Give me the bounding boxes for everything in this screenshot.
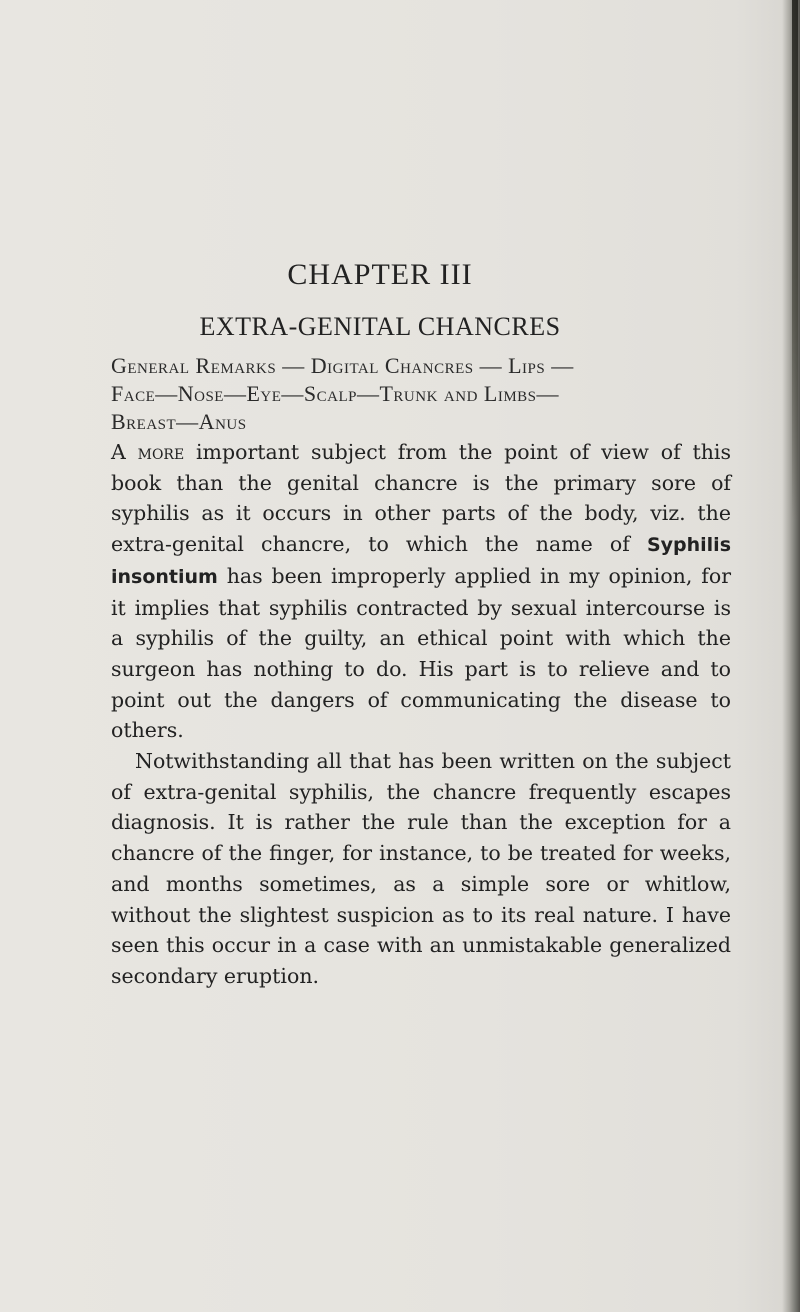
paragraph-1-text-a: important subject from the point of view of this book than the genital chancre is the primary sore of syphilis as it occurs in other parts of the body, viz. the extra-genital chancre, to which the name of	[111, 440, 731, 557]
paragraph-1	[111, 437, 731, 746]
chapter-title: CHAPTER III	[287, 258, 473, 291]
paragraph-2: Notwithstanding all that has been written on the subject of extra-genital syphilis, the chancre frequently escapes diagnosis. It is rather the rule than the exception for a chancre of the finger, for instance, to be treated for weeks, and months sometimes, as a simple sore or whitlow, without the slightest suspicion as to its real nature. I have seen this occur in a case with an unmistakable generalized secondary eruption.	[111, 749, 731, 988]
paragraph-1-text-b: has been improperly applied in my opinion, for it implies that syphilis contracted by sexual intercourse is a syphilis of the guilty, an ethical point with which the surgeon has nothing to do. His part is to relieve and to point out the dangers of communicating the disease to others.	[111, 563, 731, 743]
paragraph-1-emphasis: Syphilis insontium	[111, 534, 731, 588]
paragraph-1-lead-letter: A	[111, 440, 126, 464]
body-text	[111, 437, 731, 992]
page-binding-edge	[782, 0, 800, 1312]
chapter-synopsis: General Remarks — Digital Chancres — Lips — Face—Nose—Eye—Scalp—Trunk and Limbs— Breast—Anus	[111, 353, 574, 434]
paragraph-1-lead-word: more	[125, 440, 185, 464]
chapter-subtitle: EXTRA-GENITAL CHANCRES	[199, 312, 561, 341]
